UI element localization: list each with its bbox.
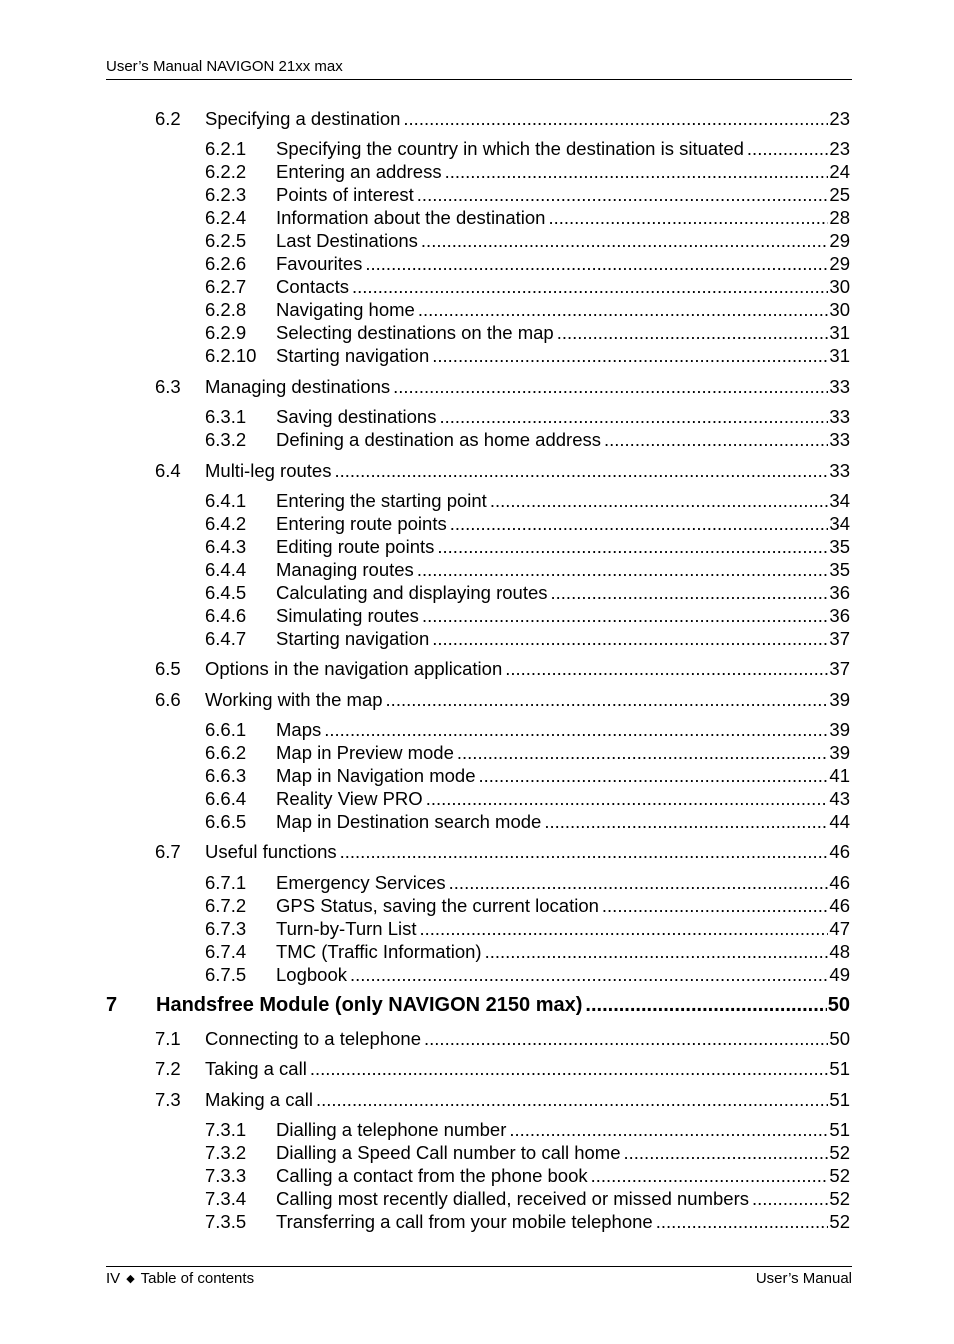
toc-entry-title: Managing destinations [205, 376, 391, 397]
toc-entry-number: 6.2.4 [205, 207, 247, 228]
dot-leader [439, 406, 828, 428]
toc-entry[interactable] [205, 1142, 850, 1164]
toc-entry-page: 35 [829, 536, 850, 557]
toc-entry[interactable] [205, 345, 850, 367]
toc-entry-page: 33 [829, 376, 850, 397]
toc-entry-title: Multi-leg routes [205, 460, 332, 481]
toc-entry-number: 7.3.3 [205, 1165, 247, 1186]
toc-entry-title: Dialling a Speed Call number to call home [276, 1142, 621, 1163]
dot-leader [624, 1142, 829, 1164]
toc-entry-title: Saving destinations [276, 406, 437, 427]
page-header [106, 58, 852, 80]
toc-entry-title: Reality View PRO [276, 788, 423, 809]
dot-leader [585, 994, 826, 1016]
toc-entry[interactable] [205, 138, 850, 160]
toc-entry-page: 51 [829, 1089, 850, 1110]
toc-entry-page: 50 [827, 994, 850, 1016]
toc-entry-number: 6.6.5 [205, 811, 247, 832]
toc-entry[interactable] [205, 605, 850, 627]
toc-entry[interactable] [205, 276, 850, 298]
toc-entry[interactable] [205, 207, 850, 229]
toc-entry-page: 52 [829, 1142, 850, 1163]
toc-entry-number: 6.2 [155, 108, 181, 129]
toc-entry-title: Editing route points [276, 536, 435, 557]
dot-leader [310, 1058, 829, 1080]
toc-entry-page: 39 [829, 689, 850, 710]
toc-entry-number: 7.3 [155, 1089, 181, 1110]
toc-entry-number: 7.1 [155, 1028, 181, 1049]
dot-leader [324, 719, 828, 741]
toc-entry-title: Information about the destination [276, 207, 546, 228]
toc-entry-page: 24 [829, 161, 850, 182]
toc-entry[interactable] [205, 742, 850, 764]
toc-entry[interactable] [205, 788, 850, 810]
toc-entry-title: Options in the navigation application [205, 658, 503, 679]
toc-entry[interactable] [205, 582, 850, 604]
dot-leader [386, 689, 829, 711]
toc-entry-page: 31 [829, 345, 850, 366]
toc-entry[interactable] [155, 1058, 850, 1080]
toc-entry[interactable] [155, 460, 850, 482]
dot-leader [591, 1165, 829, 1187]
dot-leader [352, 276, 828, 298]
dot-leader [432, 628, 828, 650]
toc-entry[interactable] [155, 658, 850, 680]
toc-entry[interactable] [155, 1028, 850, 1050]
toc-entry[interactable] [205, 184, 850, 206]
toc-entry-page: 43 [829, 788, 850, 809]
toc-entry-title: Dialling a telephone number [276, 1119, 507, 1140]
toc-entry-page: 49 [829, 964, 850, 985]
toc-entry-title: Logbook [276, 964, 347, 985]
toc-entry-title: Favourites [276, 253, 363, 274]
toc-entry-page: 41 [829, 765, 850, 786]
toc-entry[interactable] [205, 161, 850, 183]
toc-entry-title: GPS Status, saving the current location [276, 895, 599, 916]
footer-section-label: Table of contents [140, 1270, 255, 1287]
toc-entry[interactable] [205, 322, 850, 344]
toc-entry[interactable] [155, 1089, 850, 1111]
toc-entry-title: Simulating routes [276, 605, 419, 626]
toc-entry-page: 34 [829, 490, 850, 511]
toc-entry[interactable] [155, 841, 850, 863]
toc-entry-page: 29 [829, 230, 850, 251]
dot-leader [604, 429, 828, 451]
toc-entry-number: 6.6 [155, 689, 181, 710]
toc-entry-page: 47 [829, 918, 850, 939]
toc-entry-page: 46 [829, 895, 850, 916]
toc-entry-title: Specifying a destination [205, 108, 401, 129]
toc-entry-page: 50 [829, 1028, 850, 1049]
toc-entry-number: 6.7.5 [205, 964, 247, 985]
toc-entry-number: 6.7.2 [205, 895, 247, 916]
toc-entry[interactable] [205, 941, 850, 963]
toc-entry[interactable] [205, 872, 850, 894]
toc-entry-page: 46 [829, 872, 850, 893]
toc-entry-page: 33 [829, 406, 850, 427]
toc-entry-title: Maps [276, 719, 322, 740]
footer-left [106, 1270, 254, 1287]
toc-entry[interactable] [205, 559, 850, 581]
toc-entry-page: 39 [829, 742, 850, 763]
toc-entry-number: 6.4.2 [205, 513, 247, 534]
toc-entry-number: 6.2.7 [205, 276, 247, 297]
diamond-icon: ◆ [126, 1273, 135, 1285]
toc-entry-number: 6.6.2 [205, 742, 247, 763]
toc-entry-page: 51 [829, 1119, 850, 1140]
toc-entry-number: 7 [106, 994, 118, 1016]
toc-entry-number: 6.2.10 [205, 345, 257, 366]
dot-leader [365, 253, 828, 275]
toc-entry-page: 29 [829, 253, 850, 274]
toc-entry-page: 35 [829, 559, 850, 580]
dot-leader [424, 1028, 828, 1050]
toc-entry[interactable] [106, 994, 850, 1016]
dot-leader [557, 322, 829, 344]
toc-entry-title: Making a call [205, 1089, 313, 1110]
toc-entry-title: Starting navigation [276, 628, 430, 649]
dot-leader [316, 1089, 828, 1111]
dot-leader [509, 1119, 828, 1141]
toc-entry-title: Entering route points [276, 513, 447, 534]
toc-entry[interactable] [205, 299, 850, 321]
toc-entry-page: 30 [829, 299, 850, 320]
toc-entry-number: 6.6.4 [205, 788, 247, 809]
toc-entry-title: Starting navigation [276, 345, 430, 366]
toc-entry[interactable] [205, 490, 850, 512]
dot-leader [445, 161, 829, 183]
toc-entry-number: 6.3.2 [205, 429, 247, 450]
toc-entry-title: Calling a contact from the phone book [276, 1165, 588, 1186]
toc-entry-number: 6.7.3 [205, 918, 247, 939]
toc-entry-page: 37 [829, 658, 850, 679]
toc-entry-number: 6.4.3 [205, 536, 247, 557]
toc-entry-title: Calculating and displaying routes [276, 582, 548, 603]
dot-leader [505, 658, 828, 680]
toc-entry-page: 36 [829, 582, 850, 603]
header-text: User’s Manual NAVIGON 21xx max [106, 58, 343, 75]
toc-entry-number: 6.2.9 [205, 322, 247, 343]
dot-leader [350, 964, 828, 986]
toc-entry[interactable] [205, 406, 850, 428]
toc-entry-title: Managing routes [276, 559, 414, 580]
dot-leader [485, 941, 829, 963]
footer-page-number: IV [106, 1270, 121, 1287]
toc-entry-title: Transferring a call from your mobile telephone [276, 1211, 653, 1232]
dot-leader [340, 841, 829, 863]
dot-leader [334, 460, 828, 482]
toc-entry-number: 6.4.7 [205, 628, 247, 649]
toc-entry[interactable] [205, 429, 850, 451]
toc-entry-title: Map in Preview mode [276, 742, 454, 763]
toc-entry-page: 36 [829, 605, 850, 626]
dot-leader [403, 108, 828, 130]
toc-entry[interactable] [155, 108, 850, 130]
toc-entry-page: 33 [829, 429, 850, 450]
dot-leader [450, 513, 829, 535]
toc-entry[interactable] [205, 765, 850, 787]
toc-entry-number: 7.3.5 [205, 1211, 247, 1232]
dot-leader [418, 299, 829, 321]
toc-entry-number: 6.2.5 [205, 230, 247, 251]
toc-entry-number: 6.2.6 [205, 253, 247, 274]
toc-entry[interactable] [205, 513, 850, 535]
toc-entry-number: 6.4.6 [205, 605, 247, 626]
toc-entry-page: 23 [829, 108, 850, 129]
toc-entry-number: 7.3.1 [205, 1119, 247, 1140]
toc-entry-title: Defining a destination as home address [276, 429, 601, 450]
toc-entry-page: 48 [829, 941, 850, 962]
toc-entry-number: 6.7.4 [205, 941, 247, 962]
toc-entry-number: 6.4 [155, 460, 181, 481]
toc-entry-title: Specifying the country in which the destination is situated [276, 138, 744, 159]
dot-leader [548, 207, 828, 229]
toc-entry-number: 6.2.1 [205, 138, 247, 159]
toc-entry-page: 25 [829, 184, 850, 205]
toc-entry[interactable] [205, 811, 850, 833]
toc-entry-title: Useful functions [205, 841, 337, 862]
toc-entry-title: Points of interest [276, 184, 414, 205]
toc-entry-number: 6.7 [155, 841, 181, 862]
toc-entry-number: 7.3.4 [205, 1188, 247, 1209]
toc-entry-number: 7.2 [155, 1058, 181, 1079]
toc-entry-page: 33 [829, 460, 850, 481]
toc-entry-title: Handsfree Module (only NAVIGON 2150 max) [156, 994, 583, 1016]
toc-entry-page: 52 [829, 1188, 850, 1209]
toc-entry-page: 51 [829, 1058, 850, 1079]
toc-entry[interactable] [205, 1165, 850, 1187]
toc-entry[interactable] [205, 1188, 850, 1210]
footer-right-label: User’s Manual [755, 1270, 852, 1287]
toc-entry[interactable] [205, 918, 850, 940]
toc-entry-page: 39 [829, 719, 850, 740]
toc-entry-page: 34 [829, 513, 850, 534]
toc-entry[interactable] [205, 964, 850, 986]
toc-entry-number: 6.2.2 [205, 161, 247, 182]
toc-entry-title: Emergency Services [276, 872, 446, 893]
page-footer [106, 1266, 852, 1287]
toc-entry-title: Map in Destination search mode [276, 811, 542, 832]
toc-entry[interactable] [155, 689, 850, 711]
dot-leader [421, 230, 829, 252]
toc-entry-page: 44 [829, 811, 850, 832]
toc-entry-title: Taking a call [205, 1058, 307, 1079]
toc-entry-page: 30 [829, 276, 850, 297]
toc-entry-number: 6.2.3 [205, 184, 247, 205]
toc-entry-number: 6.6.3 [205, 765, 247, 786]
toc-entry-title: TMC (Traffic Information) [276, 941, 482, 962]
toc-entry[interactable] [205, 628, 850, 650]
toc-entry[interactable] [205, 230, 850, 252]
toc-entry-title: Entering the starting point [276, 490, 487, 511]
dot-leader [551, 582, 829, 604]
toc-entry-number: 6.2.8 [205, 299, 247, 320]
toc-entry[interactable] [205, 895, 850, 917]
toc-entry-title: Contacts [276, 276, 350, 297]
toc-entry-page: 31 [829, 322, 850, 343]
dot-leader [417, 559, 829, 581]
dot-leader [544, 811, 828, 833]
toc-entry-title: Selecting destinations on the map [276, 322, 554, 343]
dot-leader [479, 765, 829, 787]
toc-entry-number: 6.6.1 [205, 719, 247, 740]
dot-leader [420, 918, 829, 940]
dot-leader [752, 1188, 828, 1210]
toc-entry-title: Map in Navigation mode [276, 765, 476, 786]
dot-leader [747, 138, 829, 160]
toc-entry-title: Connecting to a telephone [205, 1028, 422, 1049]
toc-entry[interactable] [205, 1211, 850, 1233]
toc-entry-page: 37 [829, 628, 850, 649]
toc-entry-page: 52 [829, 1211, 850, 1232]
toc-entry[interactable] [205, 253, 850, 275]
dot-leader [490, 490, 829, 512]
dot-leader [393, 376, 828, 398]
toc-entry-title: Turn-by-Turn List [276, 918, 417, 939]
dot-leader [432, 345, 828, 367]
dot-leader [457, 742, 829, 764]
toc-entry-number: 6.4.1 [205, 490, 247, 511]
dot-leader [417, 184, 829, 206]
dot-leader [656, 1211, 829, 1233]
toc-entry-title: Calling most recently dialled, received or missed numbers [276, 1188, 749, 1209]
toc-entry-title: Last Destinations [276, 230, 418, 251]
toc-entry-page: 23 [829, 138, 850, 159]
toc-entry-number: 6.4.5 [205, 582, 247, 603]
toc-entry-number: 6.4.4 [205, 559, 247, 580]
toc-entry-number: 7.3.2 [205, 1142, 247, 1163]
dot-leader [449, 872, 829, 894]
dot-leader [426, 788, 829, 810]
toc-entry-page: 46 [829, 841, 850, 862]
toc-entry[interactable] [205, 719, 850, 741]
toc-entry-page: 52 [829, 1165, 850, 1186]
toc-entry-page: 28 [829, 207, 850, 228]
toc-entry-title: Entering an address [276, 161, 442, 182]
dot-leader [602, 895, 829, 917]
toc-entry[interactable] [205, 536, 850, 558]
toc-entry-title: Navigating home [276, 299, 415, 320]
toc-entry-number: 6.5 [155, 658, 181, 679]
toc-entry-number: 6.7.1 [205, 872, 247, 893]
dot-leader [437, 536, 828, 558]
toc-entry-number: 6.3.1 [205, 406, 247, 427]
toc-entry-number: 6.3 [155, 376, 181, 397]
toc-entry[interactable] [155, 376, 850, 398]
toc-entry[interactable] [205, 1119, 850, 1141]
dot-leader [422, 605, 828, 627]
toc-entry-title: Working with the map [205, 689, 383, 710]
